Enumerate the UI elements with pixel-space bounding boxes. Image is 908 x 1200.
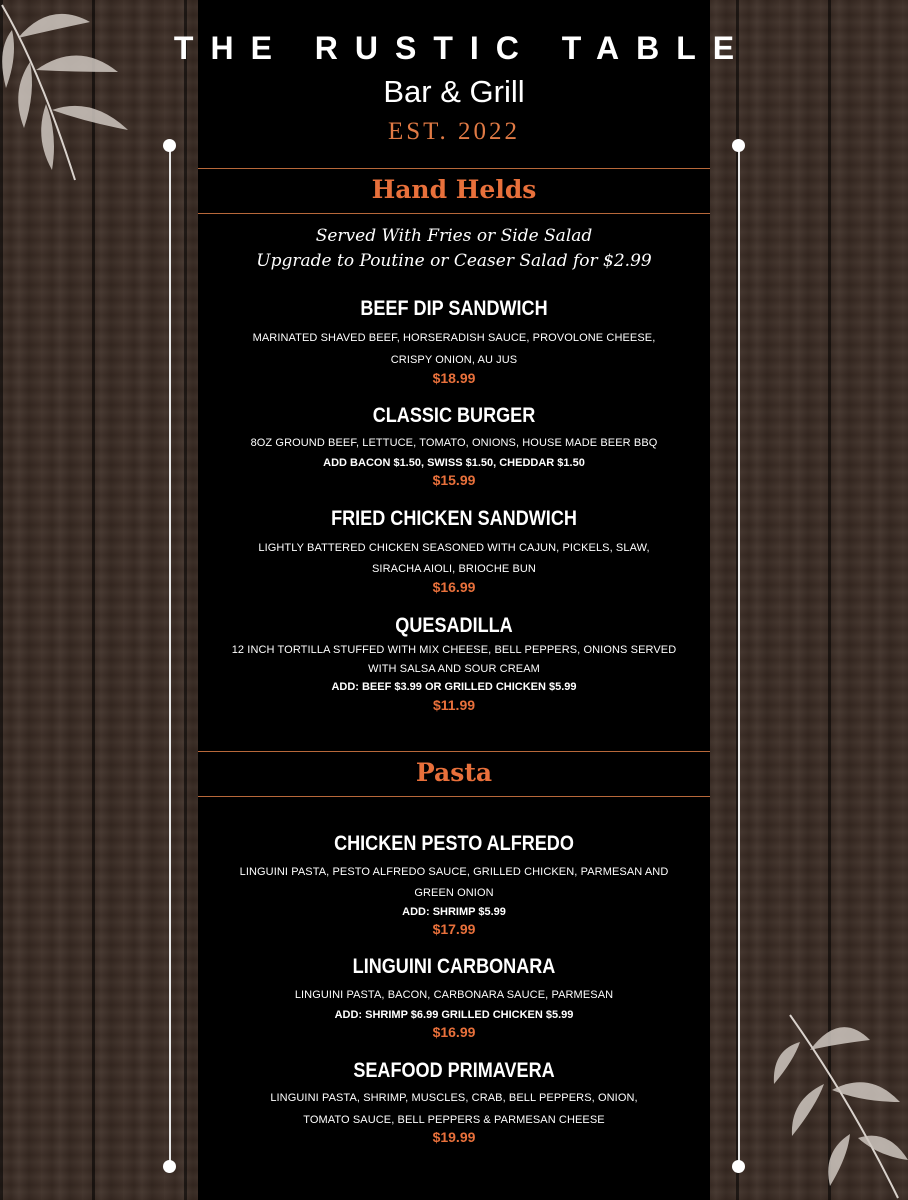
menu-item-description: MARINATED SHAVED BEEF, HORSERADISH SAUCE, PROVOLONE CHEESE, [252, 332, 656, 344]
menu-item-description: WITH SALSA AND SOUR CREAM [368, 663, 540, 675]
menu-item-price: $17.99 [432, 921, 476, 937]
menu-item-price: $19.99 [432, 1129, 476, 1145]
menu-item-name: SEAFOOD PRIMAVERA [353, 1059, 555, 1082]
menu-item-description: GREEN ONION [414, 887, 494, 899]
leaf-branch-icon [770, 1010, 908, 1200]
menu-item-price: $11.99 [432, 697, 476, 713]
menu-item-description: CRISPY ONION, AU JUS [390, 354, 518, 366]
menu-item-price: $15.99 [432, 472, 476, 488]
menu-item-addon: ADD BACON $1.50, SWISS $1.50, CHEDDAR $1.50 [323, 457, 585, 469]
menu-item-description: SIRACHA AIOLI, BRIOCHE BUN [372, 563, 536, 575]
right-rail-top-dot [732, 139, 745, 152]
right-rail-bottom-dot [732, 1160, 745, 1173]
menu-item-name: CLASSIC BURGER [372, 404, 536, 427]
left-rail-bottom-dot [163, 1160, 176, 1173]
menu-item-name: FRIED CHICKEN SANDWICH [331, 507, 577, 530]
menu-item-addon: ADD: SHRIMP $6.99 GRILLED CHICKEN $5.99 [334, 1009, 574, 1021]
established-year: EST. 2022 [387, 118, 521, 145]
restaurant-name: THE RUSTIC TABLE [173, 30, 752, 66]
menu-item-name: BEEF DIP SANDWICH [360, 297, 548, 320]
section-title-pasta: Pasta [198, 751, 710, 797]
menu-item-addon: ADD: BEEF $3.99 OR GRILLED CHICKEN $5.99 [331, 681, 577, 693]
left-rail-line [169, 145, 171, 1167]
menu-item-description: LIGHTLY BATTERED CHICKEN SEASONED WITH CAJUN, PICKELS, SLAW, [258, 542, 650, 554]
section-title-hand-helds: Hand Helds [198, 168, 710, 214]
restaurant-subtitle: Bar & Grill [383, 74, 525, 109]
menu-item-description: LINGUINI PASTA, SHRIMP, MUSCLES, CRAB, BELL PEPPERS, ONION, [270, 1092, 638, 1104]
section-note: Served With Fries or Side Salad [315, 226, 593, 246]
menu-item-name: CHICKEN PESTO ALFREDO [334, 832, 574, 855]
leaf-branch-icon [0, 0, 135, 185]
left-rail-top-dot [163, 139, 176, 152]
menu-item-description: 12 INCH TORTILLA STUFFED WITH MIX CHEESE, BELL PEPPERS, ONIONS SERVED [231, 644, 677, 656]
menu-item-description: TOMATO SAUCE, BELL PEPPERS & PARMESAN CHEESE [303, 1114, 605, 1126]
section-note: Upgrade to Poutine or Ceaser Salad for $2.99 [256, 251, 652, 271]
menu-item-price: $16.99 [432, 1024, 476, 1040]
menu-item-price: $16.99 [432, 579, 476, 595]
menu-item-description: 8OZ GROUND BEEF, LETTUCE, TOMATO, ONIONS, HOUSE MADE BEER BBQ [250, 437, 658, 449]
right-rail-line [738, 145, 740, 1167]
menu-item-addon: ADD: SHRIMP $5.99 [402, 906, 506, 918]
menu-item-description: LINGUINI PASTA, BACON, CARBONARA SAUCE, PARMESAN [294, 989, 614, 1001]
menu-item-name: LINGUINI CARBONARA [352, 955, 556, 978]
menu-item-name: QUESADILLA [395, 614, 513, 637]
menu-item-description: LINGUINI PASTA, PESTO ALFREDO SAUCE, GRILLED CHICKEN, PARMESAN AND [239, 866, 669, 878]
menu-item-price: $18.99 [432, 370, 476, 386]
